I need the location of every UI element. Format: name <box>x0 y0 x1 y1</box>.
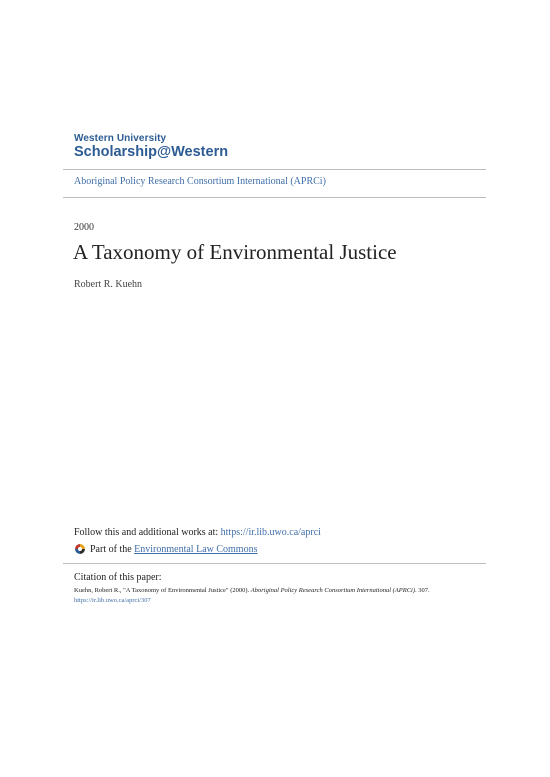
repository-name[interactable]: Scholarship@Western <box>74 144 229 160</box>
part-of-prefix: Part of the <box>90 543 132 555</box>
institution-name: Western University <box>74 133 167 144</box>
citation-series: Aboriginal Policy Research Consortium International (APRCi) <box>250 587 416 594</box>
paper-title: A Taxonomy of Environmental Justice <box>73 240 397 264</box>
series-link[interactable]: Aboriginal Policy Research Consortium International (APRCi) <box>74 176 326 187</box>
follow-line <box>74 527 321 538</box>
series-divider <box>63 197 486 198</box>
follow-prefix: Follow this and additional works at: <box>74 527 221 538</box>
citation-text <box>74 587 430 594</box>
paper-author: Robert R. Kuehn <box>74 279 143 290</box>
commons-network-icon <box>74 543 86 555</box>
citation-divider <box>63 563 486 564</box>
top-divider <box>63 169 486 170</box>
citation-suffix: . 307. <box>415 587 430 594</box>
environmental-law-commons-link[interactable]: Environmental Law Commons <box>134 543 258 555</box>
part-of-line <box>74 543 257 555</box>
citation-heading: Citation of this paper: <box>74 572 162 583</box>
follow-url-link[interactable]: https://ir.lib.uwo.ca/aprci <box>220 527 321 538</box>
citation-author-title: Kuehn, Robert R., "A Taxonomy of Environmental Justice" (2000). <box>74 587 251 594</box>
citation-url-link[interactable]: https://ir.lib.uwo.ca/aprci/307 <box>74 597 151 604</box>
publication-year: 2000 <box>74 222 94 233</box>
